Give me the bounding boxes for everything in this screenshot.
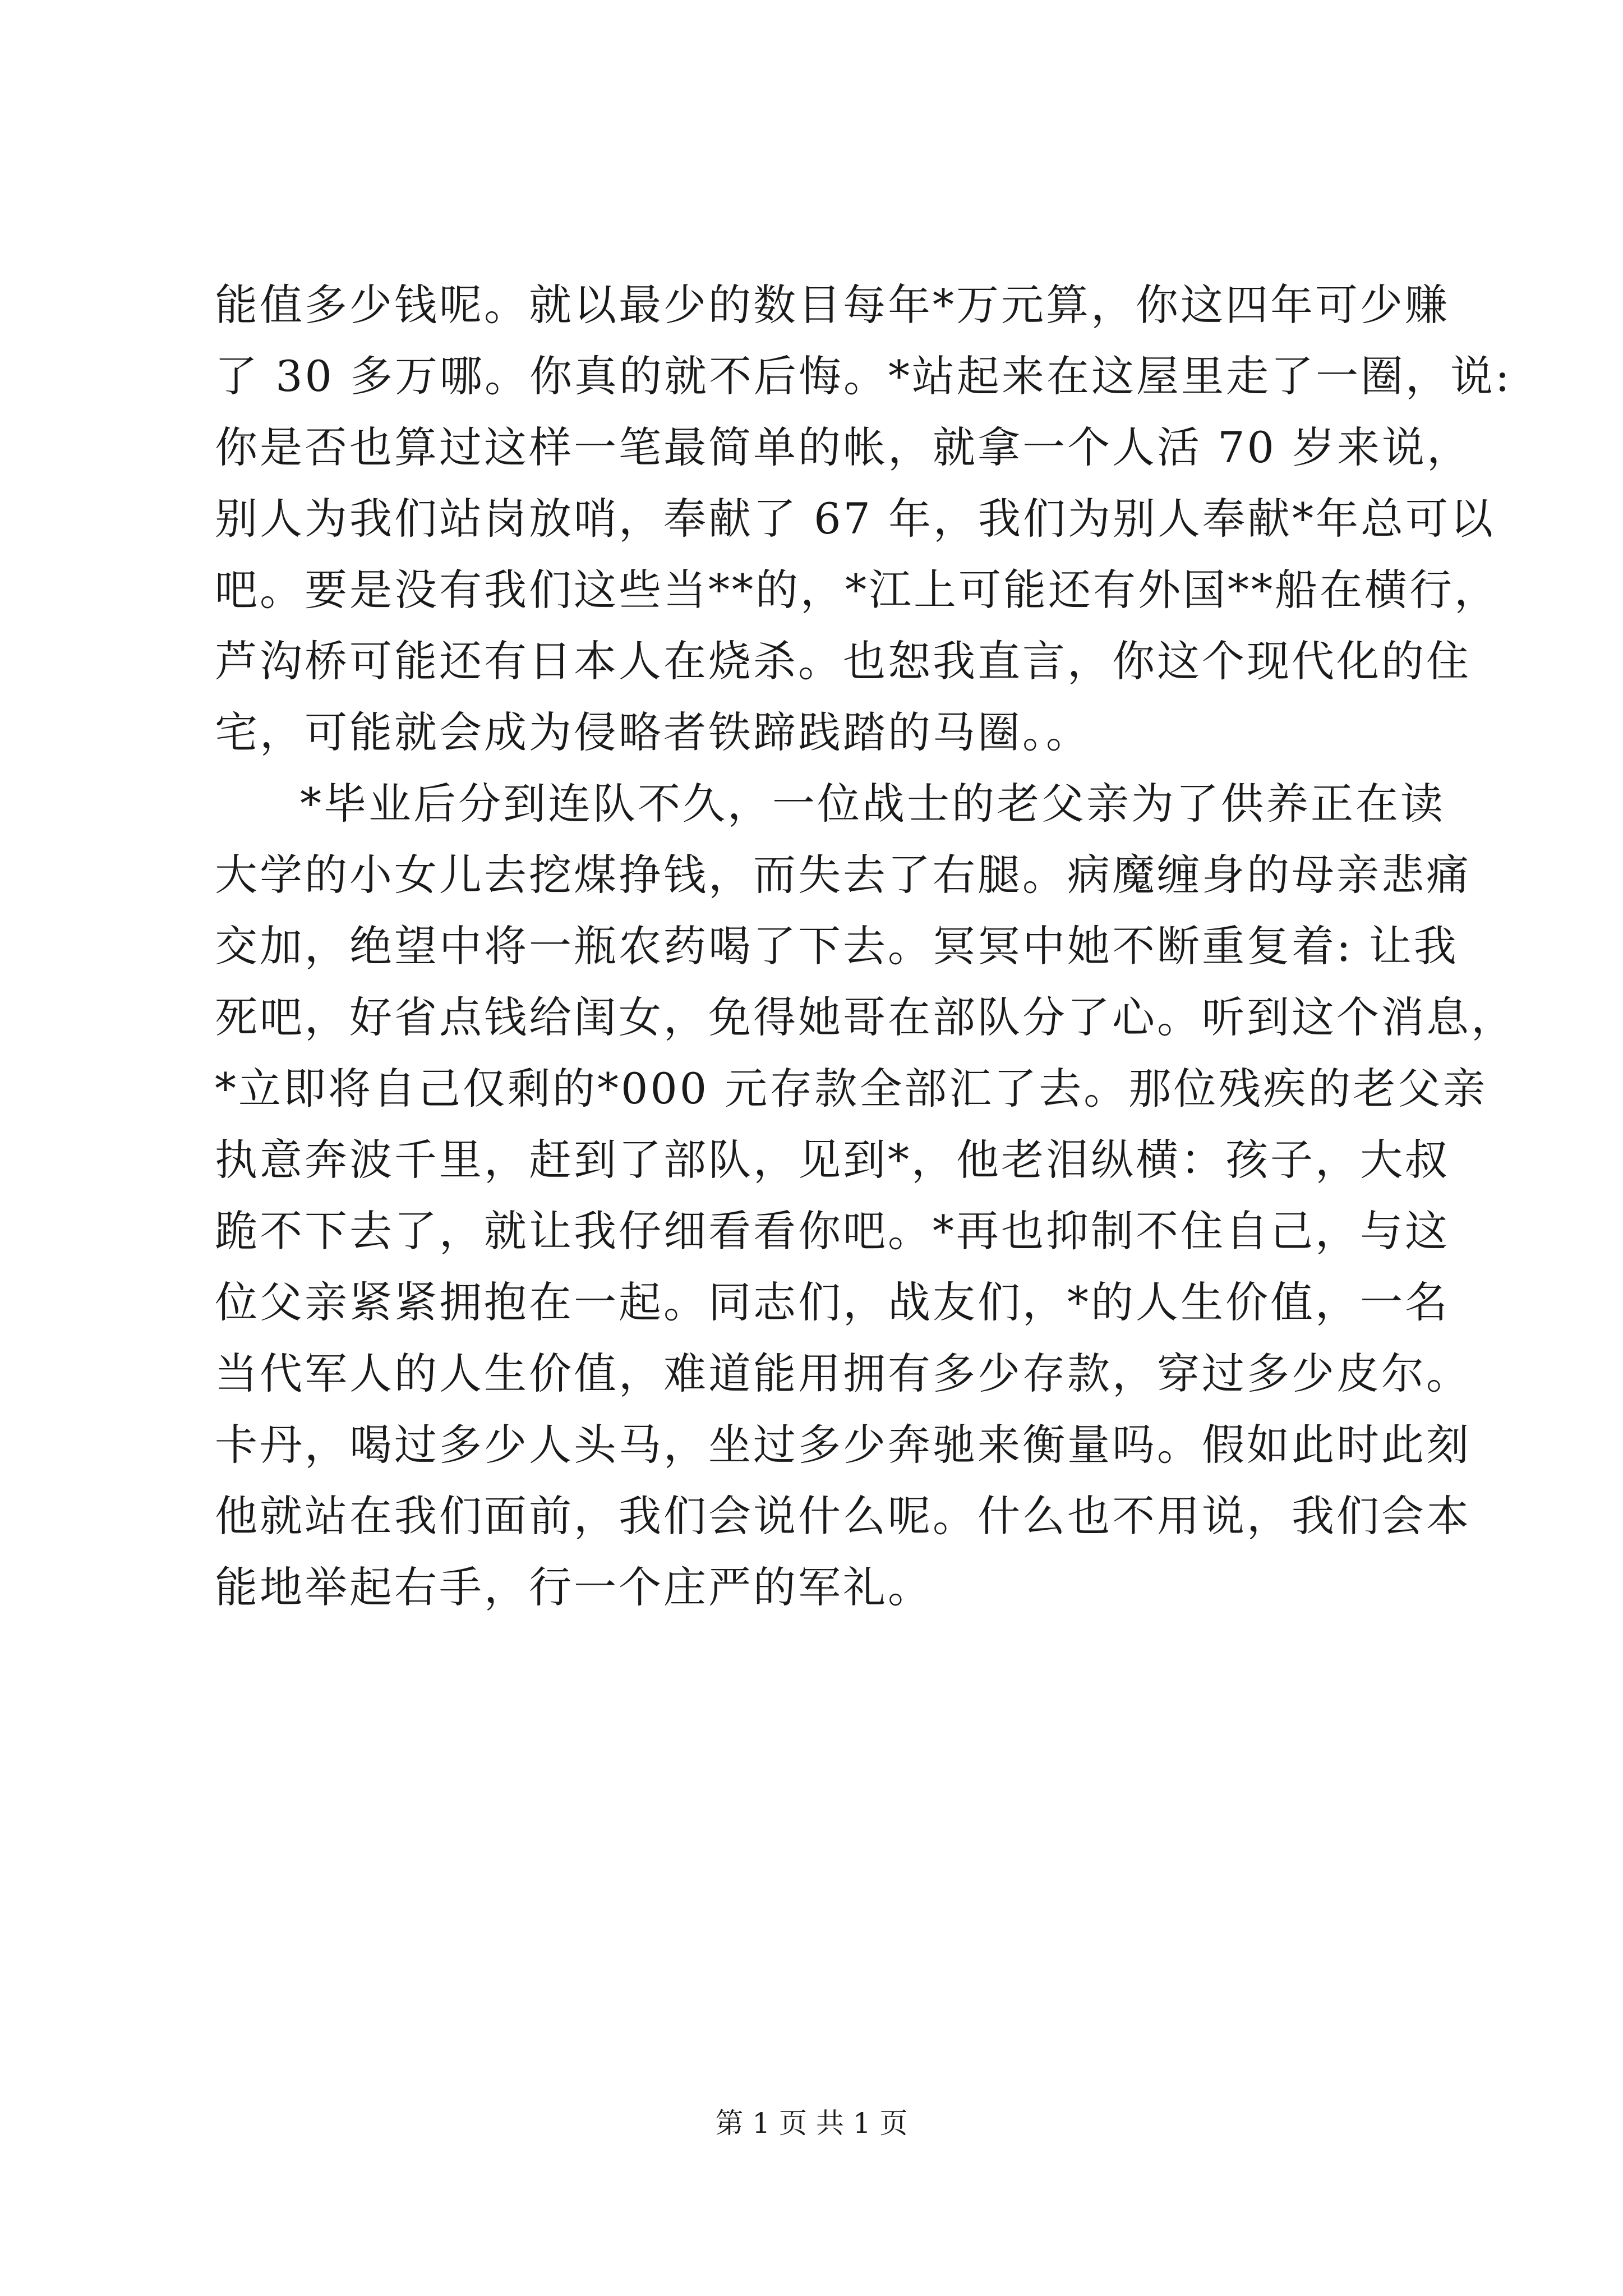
paragraph-2 bbox=[215, 768, 1516, 1623]
text-line: 吧。要是没有我们这些当**的，*江上可能还有外国**船在横行， bbox=[215, 565, 1499, 615]
text-line: 了 30 多万哪。你真的就不后悔。*站起来在这屋里走了一圈，说: bbox=[215, 351, 1512, 401]
document-body bbox=[215, 269, 1516, 1623]
text-line: 大学的小女儿去挖煤挣钱，而失去了右腿。病魔缠身的母亲悲痛 bbox=[215, 850, 1471, 900]
text-line: 芦沟桥可能还有日本人在烧杀。也恕我直言，你这个现代化的住 bbox=[215, 636, 1471, 686]
text-line: 跪不下去了，就让我仔细看看你吧。*再也抑制不住自己，与这 bbox=[215, 1206, 1450, 1256]
text-line: 执意奔波千里，赶到了部队，见到*，他老泪纵横：孩子，大叔 bbox=[215, 1135, 1450, 1185]
text-line: *毕业后分到连队不久，一位战士的老父亲为了供养正在读 bbox=[300, 779, 1445, 829]
text-line: 位父亲紧紧拥抱在一起。同志们，战友们，*的人生价值，一名 bbox=[215, 1277, 1450, 1327]
text-line: 别人为我们站岗放哨，奉献了 67 年，我们为别人奉献*年总可以 bbox=[215, 494, 1496, 544]
page-footer bbox=[0, 2106, 1623, 2140]
text-line: 当代军人的人生价值，难道能用拥有多少存款，穿过多少皮尔。 bbox=[215, 1349, 1471, 1398]
text-line: 你是否也算过这样一笔最简单的帐，就拿一个人活 70 岁来说， bbox=[215, 422, 1472, 472]
paragraph-1 bbox=[215, 269, 1512, 768]
text-line: 他就站在我们面前，我们会说什么呢。什么也不用说，我们会本 bbox=[215, 1491, 1471, 1541]
text-line: 死吧，好省点钱给闺女，免得她哥在部队分了心。听到这个消息， bbox=[215, 992, 1516, 1042]
text-line: 宅，可能就会成为侵略者铁蹄践踏的马圈。。 bbox=[215, 707, 1091, 757]
text-line: 交加，绝望中将一瓶农药喝了下去。冥冥中她不断重复着: 让我 bbox=[215, 921, 1459, 971]
text-line: *立即将自己仅剩的*000 元存款全部汇了去。那位残疾的老父亲 bbox=[215, 1064, 1488, 1114]
text-line: 卡丹，喝过多少人头马，坐过多少奔驰来衡量吗。假如此时此刻 bbox=[215, 1420, 1471, 1470]
page-indicator: 第 1 页 共 1 页 bbox=[715, 2107, 908, 2139]
text-line: 能地举起右手，行一个庄严的军礼。 bbox=[215, 1562, 933, 1612]
text-line: 能值多少钱呢。就以最少的数目每年*万元算，你这四年可少赚 bbox=[215, 280, 1450, 330]
